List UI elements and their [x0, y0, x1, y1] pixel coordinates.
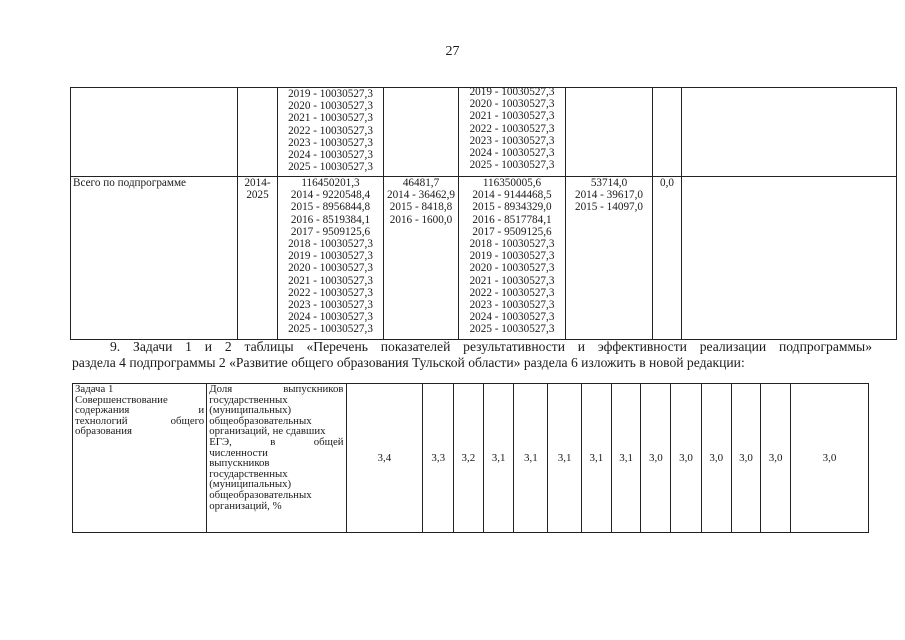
- value-line: 2016 - 8517784,1: [472, 213, 552, 226]
- value-line: 2023 - 10030527,3: [288, 136, 373, 149]
- period-line: 2014-: [244, 177, 271, 189]
- value-line: 2014 - 9144468,5: [472, 189, 552, 202]
- indicator-line: Доля выпускников: [209, 383, 344, 395]
- task-line: Задача 1: [75, 383, 114, 395]
- value-line: 2021 - 10030527,3: [288, 274, 373, 287]
- paragraph-line: 9. Задачи 1 и 2 таблицы «Перечень показателей результативности и эффективности реализации подпрограммы»: [110, 339, 872, 354]
- value-line: 46481,7: [402, 177, 440, 189]
- indicator-line: ЕГЭ, в общей: [209, 435, 344, 448]
- value-line: 116450201,3: [301, 177, 360, 189]
- task-cell: [73, 384, 207, 533]
- value-line: 2015 - 8418,8: [389, 201, 453, 214]
- indicator-line: (муниципальных): [209, 478, 292, 491]
- value-line: 2017 - 9509125,6: [472, 225, 552, 238]
- value-line: 2019 - 10030527,3: [288, 250, 373, 263]
- cont-label-cell: [71, 88, 238, 177]
- funding-table: [70, 87, 897, 340]
- value-line: 2018 - 10030527,3: [288, 238, 373, 251]
- value-line: 2022 - 10030527,3: [288, 124, 373, 137]
- value-line: 2025 - 10030527,3: [288, 161, 373, 174]
- value-line: 2023 - 10030527,3: [469, 299, 555, 312]
- task-line: Совершенствование: [75, 393, 168, 406]
- value-line: 2020 - 10030527,3: [469, 262, 555, 275]
- value-line: 2019 - 10030527,3: [469, 250, 555, 263]
- value-line: 2024 - 10030527,3: [288, 149, 373, 162]
- year-value-cell: 3,0: [731, 384, 761, 533]
- indicator-line: численности: [209, 446, 268, 459]
- value-line: 2024 - 10030527,3: [469, 147, 555, 160]
- value-line: 2015 - 8934329,0: [472, 201, 552, 214]
- year-value-cell: 3,0: [761, 384, 791, 533]
- indicator-cell: [207, 384, 346, 533]
- amendment-paragraph: [72, 339, 872, 371]
- value-line: 2024 - 10030527,3: [469, 311, 555, 324]
- indicators-table: [72, 383, 869, 533]
- value-line: 2022 - 10030527,3: [469, 122, 555, 135]
- total-federal-cell: [384, 177, 459, 340]
- total-notes-cell: [682, 177, 897, 340]
- indicator-line: выпускников: [209, 457, 270, 470]
- cont-period-cell: [238, 88, 278, 177]
- total-label: Всего по подпрограмме: [71, 177, 238, 340]
- value-line: 2024 - 10030527,3: [288, 311, 373, 324]
- cont-notes-cell: [682, 88, 897, 177]
- subprogram-total-row: [71, 177, 897, 340]
- total-local-cell: [566, 177, 653, 340]
- year-value-cell: 3,0: [701, 384, 731, 533]
- year-value-cell: 3,1: [582, 384, 612, 533]
- cont-total-cell: [278, 88, 384, 177]
- value-line: 2021 - 10030527,3: [469, 274, 555, 287]
- page-number: 27: [445, 44, 460, 59]
- value-line: 2020 - 10030527,3: [469, 98, 555, 111]
- value-line: 2015 - 14097,0: [574, 201, 644, 214]
- value-line: 2020 - 10030527,3: [288, 100, 373, 113]
- value-line: 116350005,6: [482, 177, 542, 189]
- value-line: 2022 - 10030527,3: [288, 286, 373, 299]
- value-line: 2019 - 10030527,3: [288, 88, 373, 100]
- year-value-cell: 3,1: [514, 384, 548, 533]
- task-line: содержания и: [75, 404, 205, 417]
- indicator-line: организаций, %: [209, 499, 282, 512]
- paragraph-line: раздела 4 подпрограммы 2 «Развитие общего образования Тульской области» раздела 6 изложить в новой редакции:: [72, 355, 745, 370]
- value-line: 2019 - 10030527,3: [469, 86, 555, 98]
- value-line: 2025 - 10030527,3: [469, 159, 555, 172]
- year-value-cell: 3,1: [483, 384, 514, 533]
- year-value-cell: 3,1: [611, 384, 641, 533]
- indicator-row: [73, 384, 869, 533]
- continuation-row: [71, 88, 897, 177]
- year-value-cell: 3,1: [548, 384, 582, 533]
- task-line: образования: [75, 425, 132, 438]
- value-line: 2021 - 10030527,3: [288, 112, 373, 125]
- year-value-cell: 3,0: [671, 384, 702, 533]
- total-other-cell: 0,0: [653, 177, 682, 340]
- year-value-cell: 3,2: [454, 384, 484, 533]
- value-line: 2014 - 36462,9: [386, 189, 456, 202]
- period-line: 2025: [246, 189, 269, 202]
- cont-regional-cell: [459, 86, 566, 175]
- value-line: 2023 - 10030527,3: [288, 299, 373, 312]
- total-regional-cell: [459, 177, 566, 340]
- value-line: 2020 - 10030527,3: [288, 262, 373, 275]
- target-value-cell: 3,0: [791, 384, 869, 533]
- indicator-line: организаций, не сдавших: [209, 425, 326, 438]
- year-value-cell: 3,3: [423, 384, 454, 533]
- indicator-line: государственных: [209, 393, 288, 406]
- value-line: 2025 - 10030527,3: [288, 323, 373, 336]
- value-line: 2015 - 8956844,8: [290, 201, 371, 214]
- indicator-line: государственных: [209, 467, 288, 480]
- value-line: 2025 - 10030527,3: [469, 323, 555, 336]
- value-line: 2023 - 10030527,3: [469, 134, 555, 147]
- total-sum-cell: [278, 177, 384, 340]
- value-line: 2014 - 39617,0: [574, 189, 644, 202]
- value-line: 2016 - 1600,0: [389, 213, 453, 226]
- total-period: [238, 177, 278, 340]
- indicator-line: общеобразовательных: [209, 414, 312, 427]
- base-value-cell: 3,4: [346, 384, 423, 533]
- value-line: 2017 - 9509125,6: [290, 225, 371, 238]
- indicator-line: (муниципальных): [209, 404, 292, 417]
- cont-other-cell: [653, 88, 682, 177]
- year-value-cell: 3,0: [641, 384, 671, 533]
- value-line: 2016 - 8519384,1: [290, 213, 371, 226]
- value-line: 2018 - 10030527,3: [469, 238, 555, 251]
- cont-local-cell: [566, 88, 653, 177]
- cont-federal-cell: [384, 88, 459, 177]
- value-line: 53714,0: [590, 177, 628, 189]
- indicator-line: общеобразовательных: [209, 488, 312, 501]
- value-line: 2014 - 9220548,4: [290, 189, 371, 202]
- value-line: 2022 - 10030527,3: [469, 286, 555, 299]
- value-line: 2021 - 10030527,3: [469, 110, 555, 123]
- task-line: технологий общего: [75, 414, 205, 427]
